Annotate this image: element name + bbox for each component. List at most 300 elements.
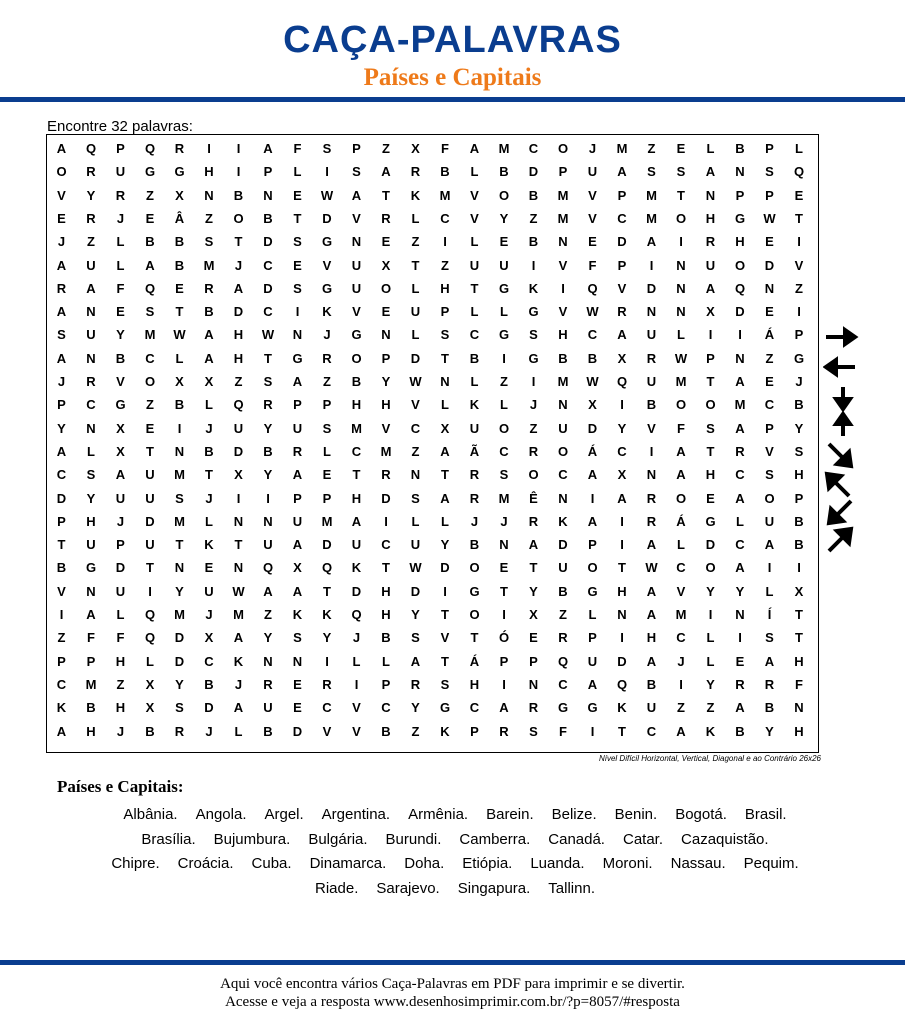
grid-letter: N	[558, 490, 568, 506]
grid-letter: B	[794, 513, 804, 529]
grid-letter: B	[646, 676, 657, 692]
grid-letter: A	[204, 350, 214, 366]
grid-letter: T	[529, 560, 538, 576]
grid-letter: A	[646, 234, 657, 250]
grid-letter: U	[145, 537, 155, 553]
grid-letter: A	[764, 653, 775, 669]
word-list-item: Etiópia.	[462, 855, 513, 872]
grid-letter: Z	[706, 700, 715, 716]
grid-letter: M	[675, 607, 687, 622]
grid-letter: L	[500, 397, 508, 413]
grid-letter: N	[86, 304, 96, 320]
grid-letter: M	[351, 420, 362, 436]
grid-letter: X	[617, 350, 627, 366]
grid-letter: I	[767, 560, 772, 576]
grid-letter: A	[617, 164, 627, 180]
grid-letter: T	[470, 630, 479, 646]
grid-letter: M	[557, 187, 569, 203]
grid-letter: C	[56, 467, 67, 483]
grid-letter: U	[587, 653, 598, 669]
grid-letter: P	[588, 630, 597, 646]
grid-letter: M	[734, 397, 746, 413]
grid-letter: Q	[233, 397, 244, 413]
arrow-up-left-icon	[827, 474, 849, 496]
grid-letter: P	[617, 187, 627, 203]
grid-letter: V	[794, 257, 804, 273]
grid-letter: N	[794, 700, 804, 716]
grid-letter: V	[57, 583, 66, 599]
grid-letter: N	[263, 653, 273, 669]
grid-letter: L	[795, 141, 803, 156]
grid-letter: U	[558, 420, 568, 436]
grid-letter: L	[765, 583, 774, 599]
grid-letter: A	[292, 374, 303, 389]
grid-letter: Z	[323, 374, 331, 389]
grid-letter: R	[646, 490, 657, 506]
grid-letter: E	[499, 234, 509, 250]
grid-letter: N	[735, 164, 745, 180]
grid-letter: F	[116, 280, 125, 296]
word-list-item: Camberra.	[459, 830, 531, 848]
grid-letter: Z	[765, 350, 774, 366]
grid-letter: W	[763, 210, 776, 226]
difficulty-note: Nível Difícil Horizontal, Vertical, Diagonal e ao Contrário 26x26	[598, 754, 821, 763]
grid-letter: N	[558, 397, 568, 413]
grid-letter: Y	[57, 420, 66, 436]
grid-letter: I	[325, 164, 329, 180]
grid-letter: J	[205, 723, 213, 739]
grid-letter: H	[86, 723, 96, 739]
word-list-item: Nassau.	[670, 855, 726, 872]
grid-letter: T	[706, 374, 715, 389]
grid-letter: M	[616, 141, 628, 156]
word-list-item: Belize.	[551, 806, 597, 823]
grid-letter: H	[440, 280, 450, 296]
grid-letter: P	[617, 257, 627, 273]
word-list-item: Catar.	[622, 830, 664, 848]
grid-letter: Á	[587, 443, 598, 459]
grid-letter: B	[646, 397, 657, 413]
grid-letter: H	[204, 164, 214, 180]
grid-letter: I	[708, 327, 713, 343]
grid-letter: L	[234, 723, 243, 739]
grid-letter: Y	[263, 467, 273, 483]
grid-letter: H	[115, 700, 126, 716]
page-title: CAÇA-PALAVRAS	[283, 19, 622, 61]
grid-letter: I	[502, 350, 506, 366]
grid-letter: A	[646, 653, 657, 669]
grid-letter: I	[148, 583, 152, 599]
grid-letter: J	[116, 210, 125, 226]
grid-letter: H	[794, 653, 804, 669]
grid-letter: L	[411, 327, 420, 343]
grid-letter: H	[794, 467, 804, 483]
word-list-item: Albânia.	[123, 806, 178, 823]
word-list-item: Barein.	[486, 806, 534, 823]
grid-letter: P	[765, 187, 774, 203]
grid-letter: Y	[499, 210, 509, 226]
grid-letter: A	[263, 141, 273, 156]
grid-letter: R	[292, 443, 303, 459]
grid-letter: H	[351, 490, 362, 506]
grid-letter: C	[410, 420, 421, 436]
grid-letter: M	[203, 257, 215, 273]
arrow-up-right-icon	[829, 529, 851, 551]
grid-letter: P	[529, 653, 538, 669]
grid-letter: D	[322, 210, 332, 226]
grid-letter: Í	[767, 607, 772, 622]
grid-letter: I	[649, 257, 654, 273]
grid-letter: E	[381, 234, 391, 250]
grid-letter: X	[293, 560, 302, 576]
grid-letter: H	[705, 467, 716, 483]
grid-letter: I	[561, 280, 565, 296]
grid-letter: B	[558, 350, 568, 366]
grid-letter: X	[588, 397, 597, 413]
grid-letter: P	[794, 490, 804, 506]
grid-letter: Y	[175, 583, 184, 599]
grid-letter: Q	[351, 607, 362, 622]
grid-letter: F	[87, 630, 95, 646]
grid-letter: T	[795, 210, 803, 226]
grid-letter: R	[115, 187, 126, 203]
grid-letter: S	[263, 374, 273, 389]
grid-letter: I	[295, 304, 300, 320]
grid-letter: D	[587, 420, 598, 436]
grid-letter: O	[469, 560, 480, 576]
grid-letter: Q	[734, 280, 746, 296]
grid-letter: A	[56, 443, 67, 459]
grid-letter: L	[470, 374, 479, 389]
word-list-item: Cazaquistão.	[681, 830, 769, 848]
grid-letter: E	[322, 467, 332, 483]
grid-letter: Ó	[498, 630, 510, 646]
grid-letter: X	[175, 374, 184, 389]
grid-letter: I	[502, 607, 506, 622]
grid-letter: I	[620, 513, 624, 529]
grid-letter: G	[321, 234, 333, 250]
grid-letter: S	[440, 676, 450, 692]
grid-letter: X	[175, 187, 184, 203]
grid-letter: O	[56, 164, 67, 180]
grid-letter: A	[410, 653, 421, 669]
grid-letter: D	[764, 257, 775, 273]
grid-letter: P	[352, 141, 361, 156]
grid-letter: U	[764, 513, 775, 529]
grid-letter: L	[87, 443, 95, 459]
grid-letter: T	[264, 350, 272, 366]
grid-letter: S	[529, 723, 538, 739]
grid-letter: U	[86, 327, 96, 343]
grid-letter: Z	[116, 676, 125, 692]
grid-letter: L	[205, 513, 213, 529]
grid-letter: A	[440, 443, 450, 459]
grid-letter: B	[381, 630, 391, 646]
grid-letter: S	[322, 141, 332, 156]
grid-letter: G	[793, 350, 805, 366]
grid-letter: I	[620, 397, 624, 413]
grid-letter: A	[587, 513, 598, 529]
grid-letter: Y	[706, 583, 715, 599]
grid-letter: Q	[144, 280, 156, 296]
grid-letter: L	[588, 607, 597, 622]
grid-letter: R	[86, 164, 96, 180]
grid-letter: A	[351, 187, 362, 203]
page-subtitle: Países e Capitais	[363, 64, 542, 91]
grid-letter: A	[292, 583, 303, 599]
grid-letter: F	[588, 257, 597, 273]
grid-letter: X	[204, 630, 214, 646]
grid-letter: R	[764, 676, 775, 692]
grid-letter: N	[174, 443, 185, 459]
grid-letter: U	[351, 257, 362, 273]
grid-letter: P	[470, 723, 479, 739]
grid-letter: N	[735, 607, 745, 622]
grid-letter: F	[795, 676, 803, 692]
footer-line-1: Aqui você encontra vários Caça-Palavras em PDF para imprimir e se divertir.	[220, 976, 685, 992]
grid-letter: R	[263, 676, 273, 692]
word-list	[40, 803, 870, 901]
grid-letter: N	[86, 350, 96, 366]
grid-letter: I	[177, 420, 182, 436]
grid-letter: B	[440, 164, 450, 180]
grid-letter: N	[204, 187, 214, 203]
grid-letter: G	[557, 700, 569, 716]
grid-letter: A	[440, 490, 450, 506]
grid-letter: T	[146, 443, 154, 459]
grid-letter: Y	[263, 630, 273, 646]
grid-letter: A	[646, 607, 657, 622]
grid-letter: G	[85, 560, 97, 576]
grid-letter: I	[236, 141, 241, 156]
grid-letter: Z	[382, 141, 390, 156]
grid-letter: D	[115, 560, 126, 576]
grid-letter: I	[354, 676, 359, 692]
grid-letter: E	[57, 210, 66, 226]
word-list-item: Burundi.	[385, 830, 442, 848]
grid-letter: V	[352, 723, 361, 739]
grid-letter: I	[797, 304, 801, 320]
grid-letter: V	[322, 723, 332, 739]
grid-letter: A	[646, 537, 657, 553]
grid-letter: L	[382, 653, 390, 669]
grid-letter: E	[706, 490, 715, 506]
grid-letter: A	[735, 374, 745, 389]
grid-letter: D	[351, 583, 362, 599]
grid-letter: G	[587, 700, 598, 716]
grid-letter: S	[529, 327, 538, 343]
grid-letter: Á	[469, 653, 480, 669]
grid-letter: L	[470, 164, 479, 180]
grid-letter: B	[115, 350, 126, 366]
grid-letter: X	[145, 700, 155, 716]
grid-letter: O	[557, 443, 569, 459]
grid-letter: T	[175, 537, 184, 553]
grid-letter: G	[321, 280, 333, 296]
grid-letter: A	[735, 560, 745, 576]
grid-letter: R	[499, 723, 509, 739]
grid-letter: A	[469, 141, 480, 156]
grid-letter: P	[381, 350, 391, 366]
grid-letter: A	[676, 723, 686, 739]
grid-letter: X	[706, 304, 715, 320]
grid-letter: O	[675, 210, 687, 226]
grid-letter: U	[115, 490, 126, 506]
grid-letter: Y	[440, 537, 450, 553]
grid-letter: R	[322, 676, 332, 692]
word-list-item: Argentina.	[321, 806, 391, 823]
grid-letter: B	[587, 350, 598, 366]
grid-letter: B	[735, 141, 745, 156]
grid-letter: X	[440, 420, 450, 436]
grid-letter: N	[351, 234, 362, 250]
grid-letter: A	[56, 723, 67, 739]
footer-line-2: Acesse e veja a resposta www.desenhosimprimir.com.br/?p=8057/#resposta	[225, 994, 680, 1010]
grid-letter: L	[677, 537, 685, 553]
grid-letter: E	[293, 187, 302, 203]
word-list-item: Cuba.	[251, 855, 292, 872]
grid-letter: B	[233, 187, 244, 203]
grid-letter: B	[204, 676, 214, 692]
grid-letter: M	[174, 513, 185, 529]
grid-letter: N	[617, 607, 627, 622]
grid-letter: S	[293, 630, 302, 646]
grid-letter: P	[765, 420, 774, 436]
grid-letter: U	[705, 257, 716, 273]
grid-letter: S	[293, 234, 302, 250]
grid-letter: Á	[676, 513, 686, 529]
grid-letter: G	[734, 210, 746, 226]
grid-letter: S	[647, 164, 656, 180]
grid-letter: V	[116, 374, 125, 389]
grid-letter: J	[57, 374, 66, 389]
grid-letter: S	[145, 304, 155, 320]
grid-letter: A	[204, 327, 214, 343]
grid-letter: H	[233, 350, 244, 366]
grid-letter: S	[352, 164, 361, 180]
grid-letter: H	[469, 676, 480, 692]
grid-letter: Q	[144, 141, 156, 156]
grid-letter: J	[116, 513, 125, 529]
grid-letter: B	[204, 304, 214, 320]
grid-letter: L	[706, 141, 715, 156]
grid-letter: D	[617, 653, 627, 669]
grid-letter: U	[115, 164, 126, 180]
grid-letter: P	[381, 676, 391, 692]
grid-letter: G	[528, 350, 539, 366]
grid-letter: E	[145, 210, 155, 226]
word-list-item: Bujumbura.	[213, 830, 291, 848]
grid-letter: H	[381, 397, 391, 413]
grid-letter: I	[531, 374, 536, 389]
grid-letter: R	[469, 467, 480, 483]
grid-letter: Z	[234, 374, 243, 389]
grid-letter: S	[86, 467, 96, 483]
grid-letter: Z	[264, 607, 272, 622]
grid-letter: C	[204, 653, 214, 669]
grid-letter: I	[738, 327, 742, 343]
grid-letter: B	[145, 723, 155, 739]
grid-letter: B	[263, 210, 273, 226]
word-list-item: Pequim.	[743, 855, 799, 872]
grid-letter: B	[263, 443, 273, 459]
grid-letter: Z	[529, 210, 538, 226]
grid-letter: N	[676, 257, 686, 273]
grid-letter: M	[498, 490, 510, 506]
grid-letter: G	[292, 350, 303, 366]
grid-letter: T	[470, 280, 479, 296]
grid-letter: W	[586, 304, 599, 320]
grid-letter: W	[674, 350, 688, 366]
grid-letter: Y	[765, 723, 774, 739]
grid-letter: S	[411, 490, 420, 506]
grid-letter: V	[470, 210, 479, 226]
grid-letter: X	[381, 257, 391, 273]
grid-letter: B	[86, 700, 96, 716]
grid-letter: Q	[587, 280, 598, 296]
grid-letter: M	[174, 467, 185, 483]
grid-letter: J	[205, 607, 213, 622]
grid-letter: P	[57, 397, 66, 413]
grid-letter: V	[617, 280, 627, 296]
grid-letter: T	[706, 443, 715, 459]
grid-letter: I	[325, 653, 329, 669]
grid-letter: Q	[85, 141, 97, 156]
grid-letter: S	[794, 443, 804, 459]
grid-letter: W	[261, 327, 275, 343]
arrow-right-icon	[826, 330, 855, 344]
grid-letter: A	[617, 327, 627, 343]
grid-letter: E	[765, 304, 774, 320]
grid-letter: O	[380, 280, 392, 296]
grid-letter: E	[794, 187, 804, 203]
grid-letter: X	[145, 676, 155, 692]
grid-letter: G	[115, 397, 126, 413]
grid-letter: O	[705, 560, 716, 576]
grid-letter: T	[441, 653, 449, 669]
grid-letter: Z	[677, 700, 685, 716]
grid-letter: S	[765, 630, 774, 646]
grid-letter: U	[646, 327, 657, 343]
grid-letter: S	[175, 700, 184, 716]
grid-letter: B	[469, 537, 480, 553]
word-list-item: Tallinn.	[548, 879, 595, 897]
grid-letter: T	[234, 234, 243, 250]
grid-letter: O	[233, 210, 244, 226]
word-list-row	[40, 828, 870, 853]
word-list-item: Angola.	[195, 806, 247, 823]
grid-letter: W	[232, 583, 245, 599]
grid-letter: I	[266, 490, 270, 506]
grid-letter: Z	[500, 374, 508, 389]
grid-letter: U	[469, 420, 480, 436]
grid-letter: C	[351, 443, 362, 459]
grid-letter: V	[558, 257, 568, 273]
grid-letter: V	[647, 420, 656, 436]
grid-letter: P	[440, 304, 450, 320]
grid-letter: W	[320, 187, 334, 203]
grid-letter: B	[794, 397, 804, 413]
grid-letter: G	[469, 583, 480, 599]
grid-letter: K	[322, 304, 332, 320]
grid-letter: X	[116, 420, 125, 436]
grid-letter: G	[144, 164, 156, 180]
grid-letter: P	[735, 187, 745, 203]
grid-letter: U	[351, 537, 362, 553]
grid-letter: U	[145, 467, 155, 483]
grid-letter: R	[528, 513, 539, 529]
grid-letter: O	[705, 397, 716, 413]
